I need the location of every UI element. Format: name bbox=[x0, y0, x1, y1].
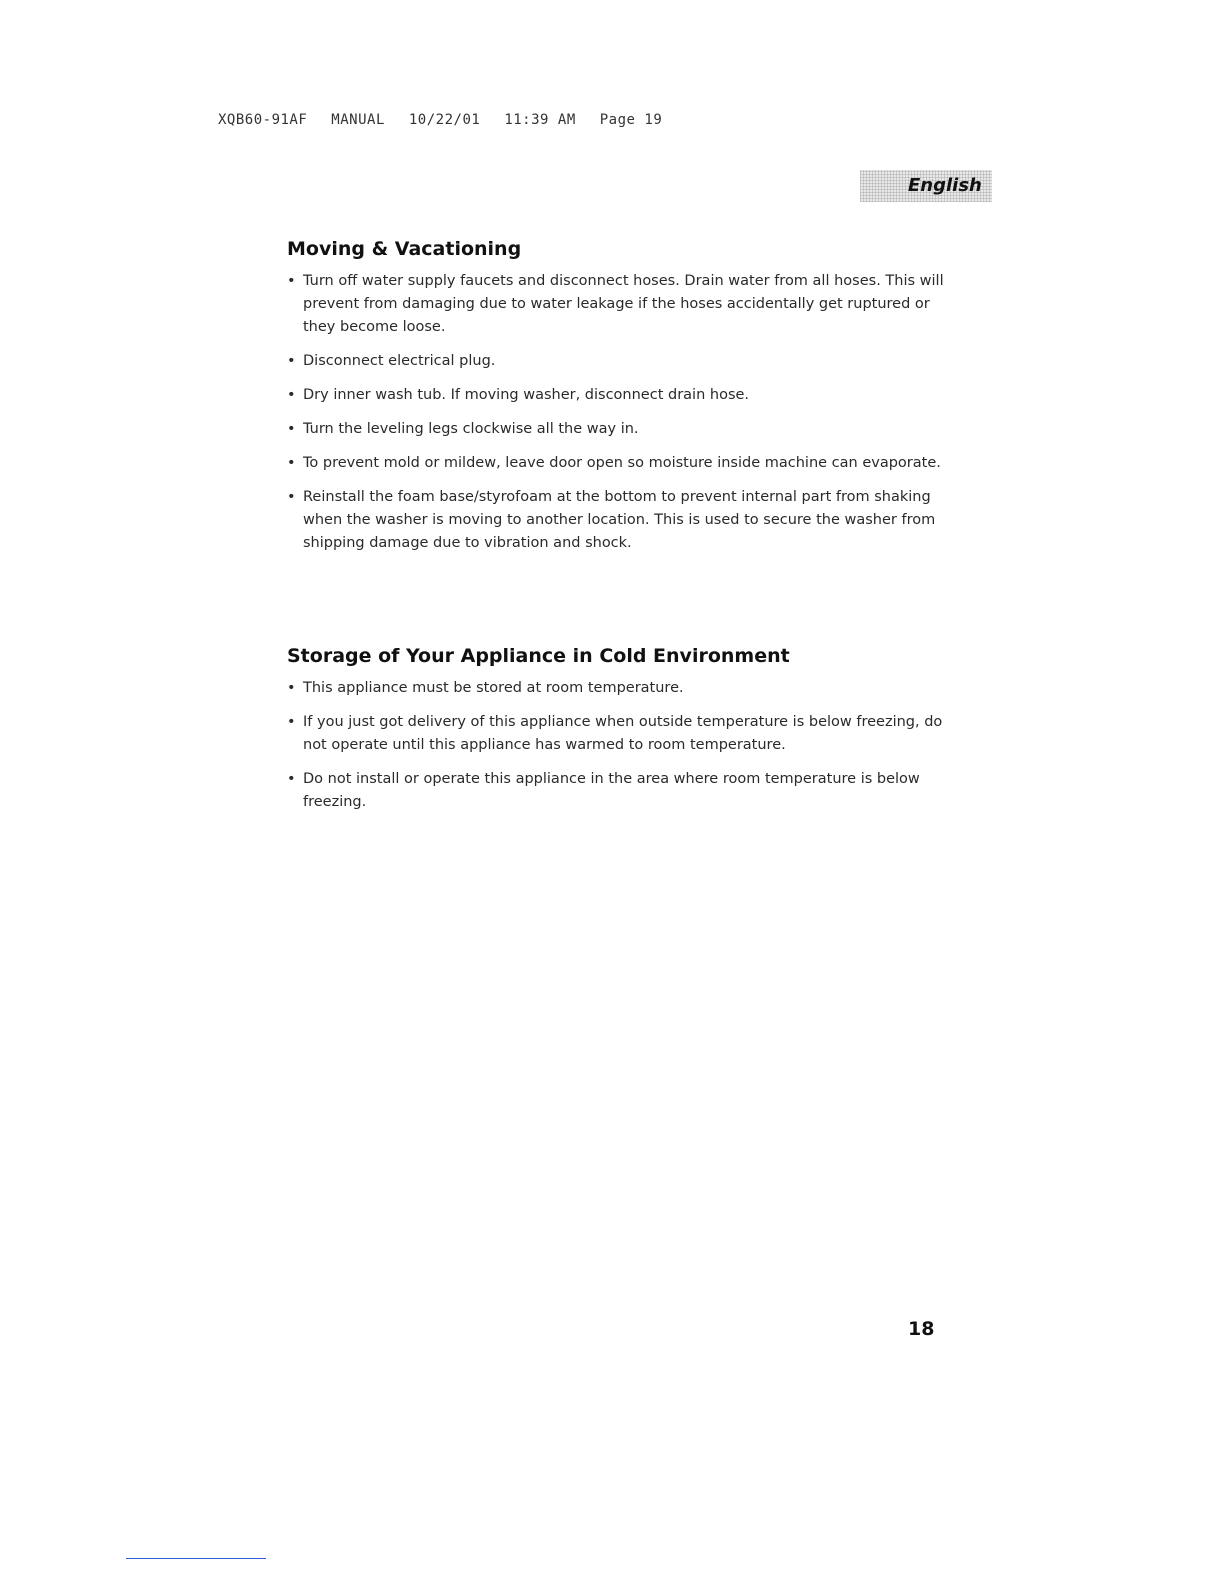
list-item: • To prevent mold or mildew, leave door open so moisture inside machine can evaporate. bbox=[287, 452, 947, 475]
list-item: • Reinstall the foam base/styrofoam at the bottom to prevent internal part from shaking when the washer is moving to another location. This is used to secure the washer from shipping damage due to vibration and shock. bbox=[287, 486, 947, 555]
section-cold-storage bbox=[287, 645, 947, 814]
print-header-file: XQB60-91AF bbox=[218, 112, 308, 128]
section-title: Moving & Vacationing bbox=[287, 238, 522, 260]
bullet-list bbox=[287, 677, 947, 814]
section-moving-vacationing bbox=[287, 238, 947, 555]
list-item: • If you just got delivery of this appliance when outside temperature is below freezing, do not operate until this appliance has warmed to room temperature. bbox=[287, 711, 947, 757]
list-item: • Do not install or operate this appliance in the area where room temperature is below freezing. bbox=[287, 768, 947, 814]
print-header-date: 10/22/01 bbox=[408, 112, 481, 128]
language-tab: English bbox=[860, 170, 992, 202]
section-title: Storage of Your Appliance in Cold Environment bbox=[287, 645, 790, 667]
page-content bbox=[287, 238, 947, 825]
list-item: • Turn off water supply faucets and disconnect hoses. Drain water from all hoses. This will prevent from damaging due to water leakage if the hoses accidentally get ruptured or they become loose. bbox=[287, 270, 947, 339]
print-header-time: 11:39 AM bbox=[504, 112, 576, 128]
footer-rule bbox=[126, 1558, 266, 1559]
list-item: • This appliance must be stored at room temperature. bbox=[287, 677, 947, 700]
list-item: • Turn the leveling legs clockwise all the way in. bbox=[287, 418, 947, 441]
list-item: • Dry inner wash tub. If moving washer, disconnect drain hose. bbox=[287, 384, 947, 407]
page-number: 18 bbox=[908, 1318, 935, 1340]
list-item: • Disconnect electrical plug. bbox=[287, 350, 947, 373]
bullet-list bbox=[287, 270, 947, 555]
print-header-page: Page 19 bbox=[599, 112, 663, 128]
print-header bbox=[218, 112, 686, 128]
print-header-doc: MANUAL bbox=[331, 112, 385, 128]
